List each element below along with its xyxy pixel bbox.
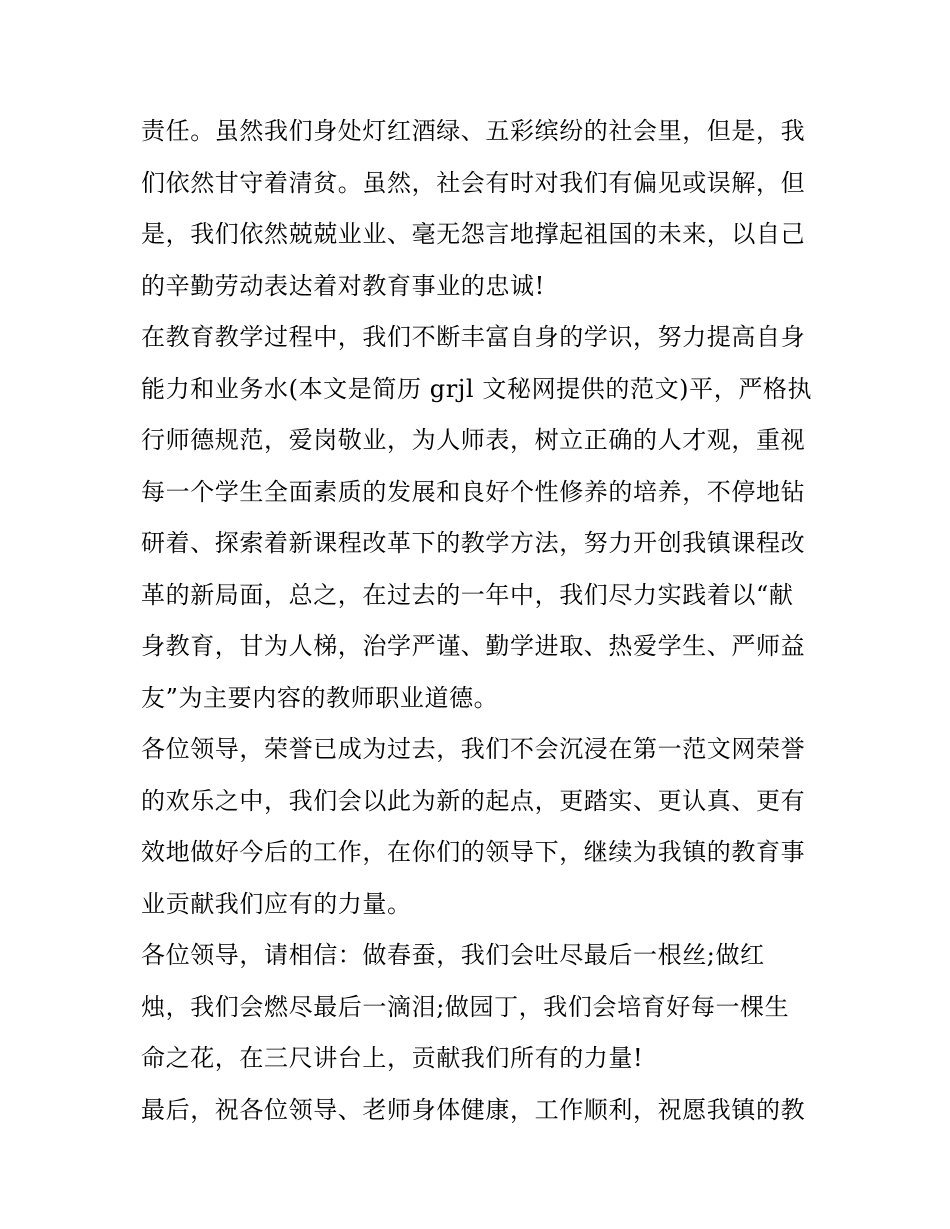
text-line: 的欢乐之中，我们会以此为新的起点，更踏实、更认真、更有: [141, 786, 806, 815]
text-line: 行师德规范，爱岗敬业，为人师表，树立正确的人才观，重视: [141, 426, 806, 454]
text-line: 各位领导，荣誉已成为过去，我们不会沉浸在第一范文网荣誉: [141, 735, 806, 763]
text-line: 效地做好今后的工作，在你们的领导下，继续为我镇的教育事: [141, 838, 806, 866]
text-line: 身教育，甘为人梯，治学严谨、勤学进取、热爱学生、严师益: [141, 632, 806, 660]
text-line: 责任。虽然我们身处灯红酒绿、五彩缤纷的社会里，但是，我: [141, 117, 806, 145]
text-line: 最后，祝各位领导、老师身体健康，工作顺利，祝愿我镇的教: [141, 1095, 806, 1124]
text-line: 命之花，在三尺讲台上，贡献我们所有的力量!: [141, 1044, 644, 1072]
text-line: 友”为主要内容的教师职业道德。: [141, 683, 499, 712]
text-line: 研着、探索着新课程改革下的教学方法，努力开创我镇课程改: [141, 529, 806, 557]
text-line: 革的新局面，总之，在过去的一年中，我们尽力实践着以“献: [141, 580, 794, 609]
text-line: 的辛勤劳动表达着对教育事业的忠诚!: [141, 271, 545, 300]
text-line: 们依然甘守着清贫。虽然，社会有时对我们有偏见或误解，但: [141, 168, 806, 197]
body-text: [141, 106, 821, 1136]
text-line: 各位领导，请相信：做春蚕，我们会吐尽最后一根丝;做红: [141, 941, 765, 969]
text-line: 在教育教学过程中，我们不断丰富自身的学识，努力提高自身: [141, 323, 806, 351]
text-line: 业贡献我们应有的力量。: [141, 889, 412, 918]
text-line: 能力和业务水(本文是简历 grjl 文秘网提供的范文)平，严格执: [141, 374, 813, 403]
text-line: 每一个学生全面素质的发展和良好个性修养的培养，不停地钻: [141, 477, 806, 506]
text-line: 是，我们依然兢兢业业、毫无怨言地撑起祖国的未来，以自己: [141, 220, 806, 248]
text-line: 烛，我们会燃尽最后一滴泪;做园丁，我们会培育好每一棵生: [141, 992, 790, 1021]
